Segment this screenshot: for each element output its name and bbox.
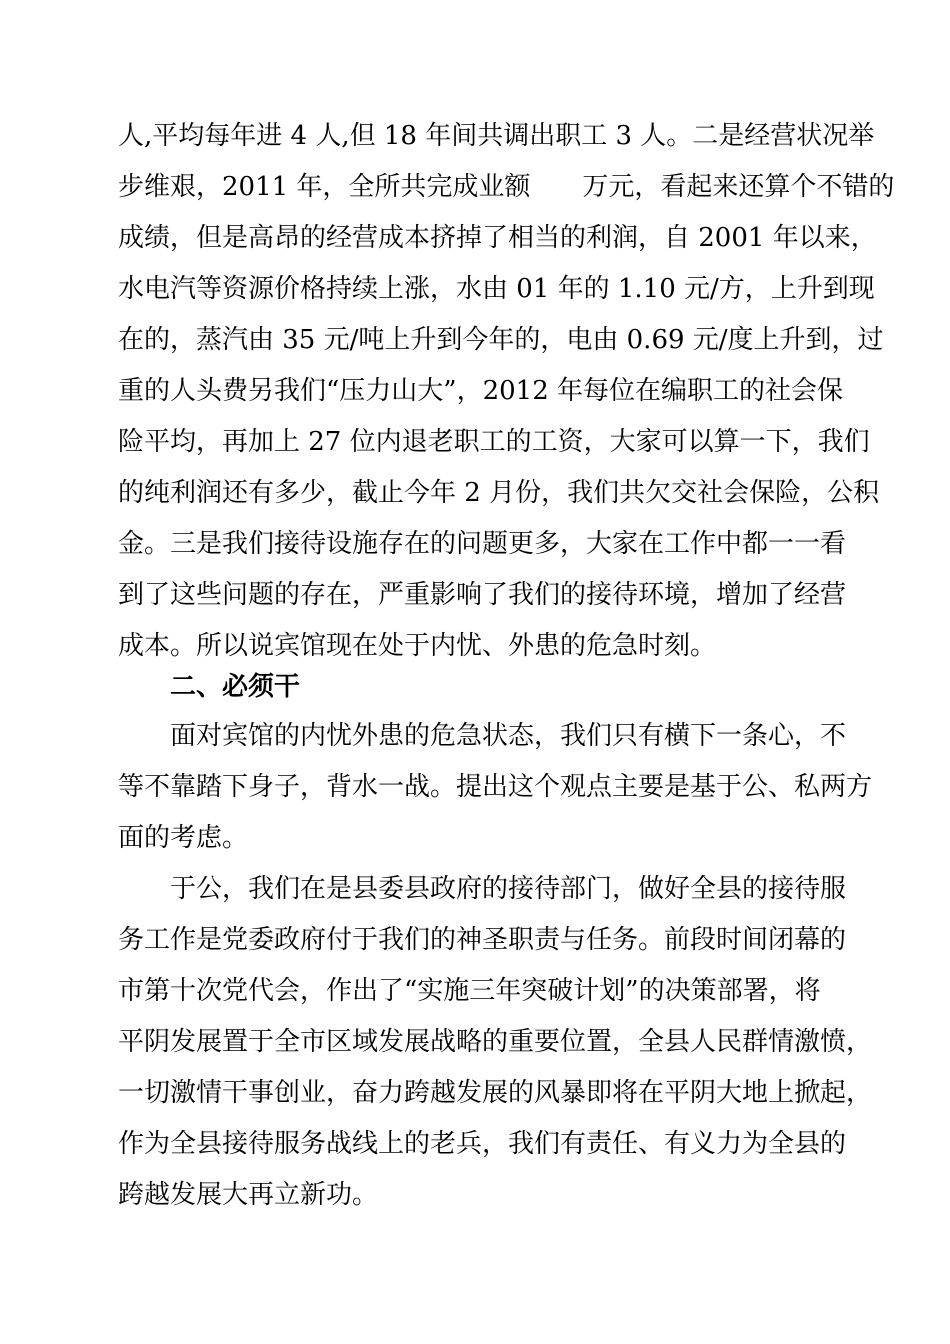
body-text-line: 人,平均每年进 4 人,但 18 年间共调出职工 3 人。二是经营状况举 — [118, 121, 875, 151]
paragraph-first-line: 于公，我们在是县委县政府的接待部门，做好全县的接待服 — [170, 874, 847, 904]
body-text-line: 到了这些问题的存在，严重影响了我们的接待环境，增加了经营 — [118, 580, 847, 610]
body-text-line: 险平均，再加上 27 位内退老职工的工资，大家可以算一下，我们 — [118, 427, 870, 457]
body-text-line: 金。三是我们接待设施存在的问题更多，大家在工作中都一一看 — [118, 529, 847, 559]
body-text-line: 平阴发展置于全市区域发展战略的重要位置，全县人民群情激愤， — [118, 1027, 873, 1057]
body-text-line: 面的考虑。 — [118, 823, 249, 853]
body-text-line: 作为全县接待服务战线上的老兵，我们有责任、有义力为全县的 — [118, 1129, 847, 1159]
section-heading: 二、必须干 — [170, 672, 301, 702]
body-text-line: 一切激情干事创业，奋力跨越发展的风暴即将在平阴大地上掀起， — [118, 1078, 873, 1108]
body-text-line: 务工作是党委政府付于我们的神圣职责与任务。前段时间闭幕的 — [118, 925, 847, 955]
body-text-line: 在的，蒸汽由 35 元/吨上升到今年的，电由 0.69 元/度上升到，过 — [118, 325, 884, 355]
body-text-line: 成本。所以说宾馆现在处于内忧、外患的危急时刻。 — [118, 631, 717, 661]
body-text-line: 跨越发展大再立新功。 — [118, 1180, 379, 1210]
body-text-line: 水电汽等资源价格持续上涨，水由 01 年的 1.10 元/方，上升到现 — [118, 274, 875, 304]
body-text-line: 重的人头费另我们“压力山大”，2012 年每位在编职工的社会保 — [118, 376, 844, 406]
body-text-line: 等不靠踏下身子，背水一战。提出这个观点主要是基于公、私两方 — [118, 772, 873, 802]
body-text-line: 成绩，但是高昂的经营成本挤掉了相当的利润，自 2001 年以来， — [118, 223, 877, 253]
paragraph-first-line: 面对宾馆的内忧外患的危急状态，我们只有横下一条心，不 — [170, 721, 847, 751]
body-text-line: 的纯利润还有多少，截止今年 2 月份，我们共欠交社会保险，公积 — [118, 478, 880, 508]
body-text-line: 步维艰，2011 年，全所共完成业额 万元，看起来还算个不错的 — [118, 172, 895, 202]
body-text-line: 市第十次党代会，作出了“实施三年突破计划”的决策部署，将 — [118, 976, 821, 1006]
